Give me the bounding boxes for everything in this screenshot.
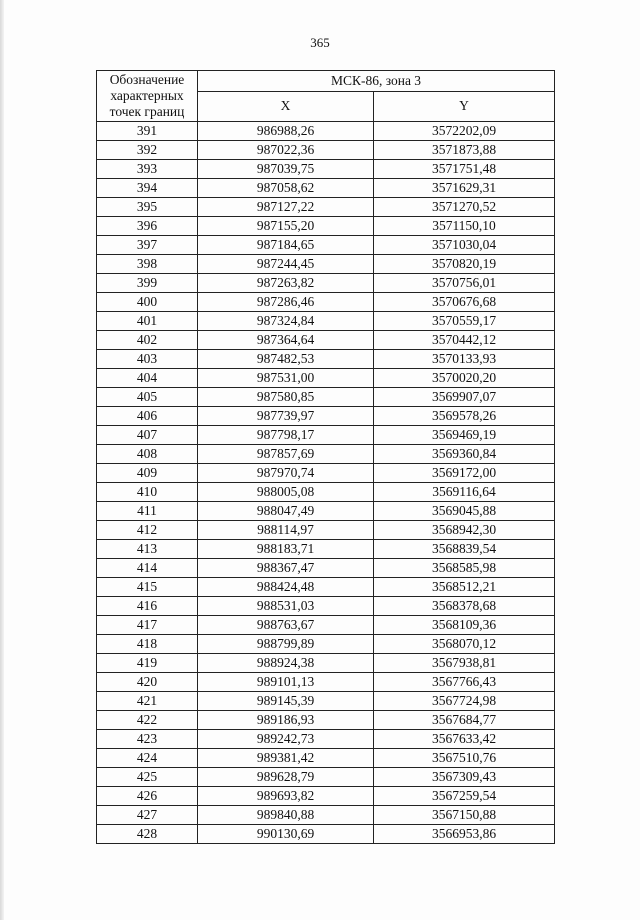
table-row — [97, 521, 555, 540]
point-number-cell: 393 — [97, 160, 198, 179]
x-coordinate-cell: 990130,69 — [198, 825, 374, 844]
table-body — [97, 122, 555, 844]
y-coordinate-cell: 3569045,88 — [374, 502, 555, 521]
point-number-cell: 405 — [97, 388, 198, 407]
table-row — [97, 274, 555, 293]
y-coordinate-cell: 3568942,30 — [374, 521, 555, 540]
table-row — [97, 825, 555, 844]
x-coordinate-cell: 987022,36 — [198, 141, 374, 160]
point-number-cell: 407 — [97, 426, 198, 445]
point-number-cell: 392 — [97, 141, 198, 160]
table-header — [97, 71, 555, 122]
point-number-cell: 409 — [97, 464, 198, 483]
point-designation-header — [97, 71, 198, 122]
x-coordinate-cell: 987039,75 — [198, 160, 374, 179]
x-coordinate-cell: 987324,84 — [198, 312, 374, 331]
point-label-line3: точек границ — [109, 104, 185, 119]
table-row — [97, 616, 555, 635]
table-row — [97, 806, 555, 825]
table-row — [97, 331, 555, 350]
point-number-cell: 418 — [97, 635, 198, 654]
x-coordinate-cell: 989186,93 — [198, 711, 374, 730]
y-coordinate-cell: 3568585,98 — [374, 559, 555, 578]
y-column-header: Y — [374, 91, 555, 121]
x-coordinate-cell: 989101,13 — [198, 673, 374, 692]
table-row — [97, 502, 555, 521]
table-row — [97, 730, 555, 749]
x-coordinate-cell: 989145,39 — [198, 692, 374, 711]
table-row — [97, 578, 555, 597]
y-coordinate-cell: 3567259,54 — [374, 787, 555, 806]
y-coordinate-cell: 3570442,12 — [374, 331, 555, 350]
point-number-cell: 396 — [97, 217, 198, 236]
y-coordinate-cell: 3568839,54 — [374, 540, 555, 559]
y-coordinate-cell: 3567150,88 — [374, 806, 555, 825]
table-row — [97, 635, 555, 654]
point-number-cell: 411 — [97, 502, 198, 521]
y-coordinate-cell: 3568512,21 — [374, 578, 555, 597]
x-coordinate-cell: 987857,69 — [198, 445, 374, 464]
coordinates-table — [96, 70, 555, 844]
y-coordinate-cell: 3569578,26 — [374, 407, 555, 426]
x-coordinate-cell: 987798,17 — [198, 426, 374, 445]
point-number-cell: 394 — [97, 179, 198, 198]
x-coordinate-cell: 987970,74 — [198, 464, 374, 483]
y-coordinate-cell: 3571873,88 — [374, 141, 555, 160]
x-coordinate-cell: 987739,97 — [198, 407, 374, 426]
y-coordinate-cell: 3567684,77 — [374, 711, 555, 730]
point-number-cell: 425 — [97, 768, 198, 787]
point-label-line1: Обозначение — [109, 72, 185, 87]
table-row — [97, 141, 555, 160]
x-coordinate-cell: 989381,42 — [198, 749, 374, 768]
point-number-cell: 413 — [97, 540, 198, 559]
x-coordinate-cell: 988367,47 — [198, 559, 374, 578]
y-coordinate-cell: 3567309,43 — [374, 768, 555, 787]
y-coordinate-cell: 3567766,43 — [374, 673, 555, 692]
y-coordinate-cell: 3571629,31 — [374, 179, 555, 198]
point-number-cell: 424 — [97, 749, 198, 768]
y-coordinate-cell: 3570820,19 — [374, 255, 555, 274]
x-coordinate-cell: 989840,88 — [198, 806, 374, 825]
table-row — [97, 787, 555, 806]
table-row — [97, 198, 555, 217]
table-row — [97, 673, 555, 692]
table-row — [97, 407, 555, 426]
table-row — [97, 217, 555, 236]
x-coordinate-cell: 987286,46 — [198, 293, 374, 312]
y-coordinate-cell: 3571270,52 — [374, 198, 555, 217]
point-number-cell: 403 — [97, 350, 198, 369]
x-coordinate-cell: 987058,62 — [198, 179, 374, 198]
x-coordinate-cell: 986988,26 — [198, 122, 374, 141]
point-number-cell: 410 — [97, 483, 198, 502]
x-coordinate-cell: 987155,20 — [198, 217, 374, 236]
table-row — [97, 483, 555, 502]
table-row — [97, 597, 555, 616]
table-row — [97, 711, 555, 730]
y-coordinate-cell: 3570133,93 — [374, 350, 555, 369]
y-coordinate-cell: 3566953,86 — [374, 825, 555, 844]
y-coordinate-cell: 3569360,84 — [374, 445, 555, 464]
y-coordinate-cell: 3572202,09 — [374, 122, 555, 141]
y-coordinate-cell: 3571030,04 — [374, 236, 555, 255]
table-row — [97, 768, 555, 787]
y-coordinate-cell: 3567724,98 — [374, 692, 555, 711]
table-row — [97, 179, 555, 198]
x-coordinate-cell: 988799,89 — [198, 635, 374, 654]
point-number-cell: 428 — [97, 825, 198, 844]
point-number-cell: 416 — [97, 597, 198, 616]
x-column-header: X — [198, 91, 374, 121]
point-number-cell: 402 — [97, 331, 198, 350]
x-coordinate-cell: 988424,48 — [198, 578, 374, 597]
scan-edge-shadow — [0, 0, 4, 920]
table-row — [97, 122, 555, 141]
y-coordinate-cell: 3571150,10 — [374, 217, 555, 236]
table-row — [97, 312, 555, 331]
x-coordinate-cell: 987244,45 — [198, 255, 374, 274]
x-coordinate-cell: 988763,67 — [198, 616, 374, 635]
table-row — [97, 540, 555, 559]
point-number-cell: 398 — [97, 255, 198, 274]
y-coordinate-cell: 3568070,12 — [374, 635, 555, 654]
x-coordinate-cell: 989628,79 — [198, 768, 374, 787]
table-row — [97, 236, 555, 255]
y-coordinate-cell: 3567938,81 — [374, 654, 555, 673]
table-row — [97, 293, 555, 312]
point-number-cell: 412 — [97, 521, 198, 540]
point-number-cell: 408 — [97, 445, 198, 464]
y-coordinate-cell: 3570020,20 — [374, 369, 555, 388]
point-number-cell: 427 — [97, 806, 198, 825]
page-number: 365 — [310, 35, 330, 50]
x-coordinate-cell: 988047,49 — [198, 502, 374, 521]
x-coordinate-cell: 988924,38 — [198, 654, 374, 673]
header-row-top — [97, 71, 555, 92]
x-coordinate-cell: 987263,82 — [198, 274, 374, 293]
table-row — [97, 369, 555, 388]
point-number-cell: 391 — [97, 122, 198, 141]
table-row — [97, 350, 555, 369]
x-coordinate-cell: 987184,65 — [198, 236, 374, 255]
y-coordinate-cell: 3570756,01 — [374, 274, 555, 293]
x-coordinate-cell: 989693,82 — [198, 787, 374, 806]
table-row — [97, 255, 555, 274]
coordinate-system-header: МСК-86, зона 3 — [198, 71, 555, 92]
x-coordinate-cell: 987364,64 — [198, 331, 374, 350]
table-row — [97, 464, 555, 483]
y-coordinate-cell: 3569907,07 — [374, 388, 555, 407]
point-number-cell: 400 — [97, 293, 198, 312]
point-number-cell: 401 — [97, 312, 198, 331]
x-coordinate-cell: 987531,00 — [198, 369, 374, 388]
point-number-cell: 397 — [97, 236, 198, 255]
table-row — [97, 160, 555, 179]
x-coordinate-cell: 988531,03 — [198, 597, 374, 616]
point-number-cell: 399 — [97, 274, 198, 293]
point-number-cell: 395 — [97, 198, 198, 217]
y-coordinate-cell: 3570559,17 — [374, 312, 555, 331]
table-row — [97, 559, 555, 578]
y-coordinate-cell: 3568109,36 — [374, 616, 555, 635]
y-coordinate-cell: 3569172,00 — [374, 464, 555, 483]
y-coordinate-cell: 3570676,68 — [374, 293, 555, 312]
point-number-cell: 423 — [97, 730, 198, 749]
point-number-cell: 419 — [97, 654, 198, 673]
y-coordinate-cell: 3571751,48 — [374, 160, 555, 179]
y-coordinate-cell: 3567633,42 — [374, 730, 555, 749]
x-coordinate-cell: 987127,22 — [198, 198, 374, 217]
table-row — [97, 445, 555, 464]
point-number-cell: 421 — [97, 692, 198, 711]
x-coordinate-cell: 987580,85 — [198, 388, 374, 407]
point-number-cell: 406 — [97, 407, 198, 426]
y-coordinate-cell: 3569116,64 — [374, 483, 555, 502]
point-number-cell: 422 — [97, 711, 198, 730]
point-number-cell: 414 — [97, 559, 198, 578]
y-coordinate-cell: 3567510,76 — [374, 749, 555, 768]
x-coordinate-cell: 988183,71 — [198, 540, 374, 559]
point-number-cell: 404 — [97, 369, 198, 388]
y-coordinate-cell: 3568378,68 — [374, 597, 555, 616]
y-coordinate-cell: 3569469,19 — [374, 426, 555, 445]
table-row — [97, 692, 555, 711]
point-label-line2: характерных — [110, 88, 184, 103]
x-coordinate-cell: 987482,53 — [198, 350, 374, 369]
table-row — [97, 426, 555, 445]
point-number-cell: 415 — [97, 578, 198, 597]
point-number-cell: 426 — [97, 787, 198, 806]
x-coordinate-cell: 988114,97 — [198, 521, 374, 540]
table-row — [97, 749, 555, 768]
point-number-cell: 420 — [97, 673, 198, 692]
x-coordinate-cell: 989242,73 — [198, 730, 374, 749]
x-coordinate-cell: 988005,08 — [198, 483, 374, 502]
point-number-cell: 417 — [97, 616, 198, 635]
table-row — [97, 388, 555, 407]
table-row — [97, 654, 555, 673]
